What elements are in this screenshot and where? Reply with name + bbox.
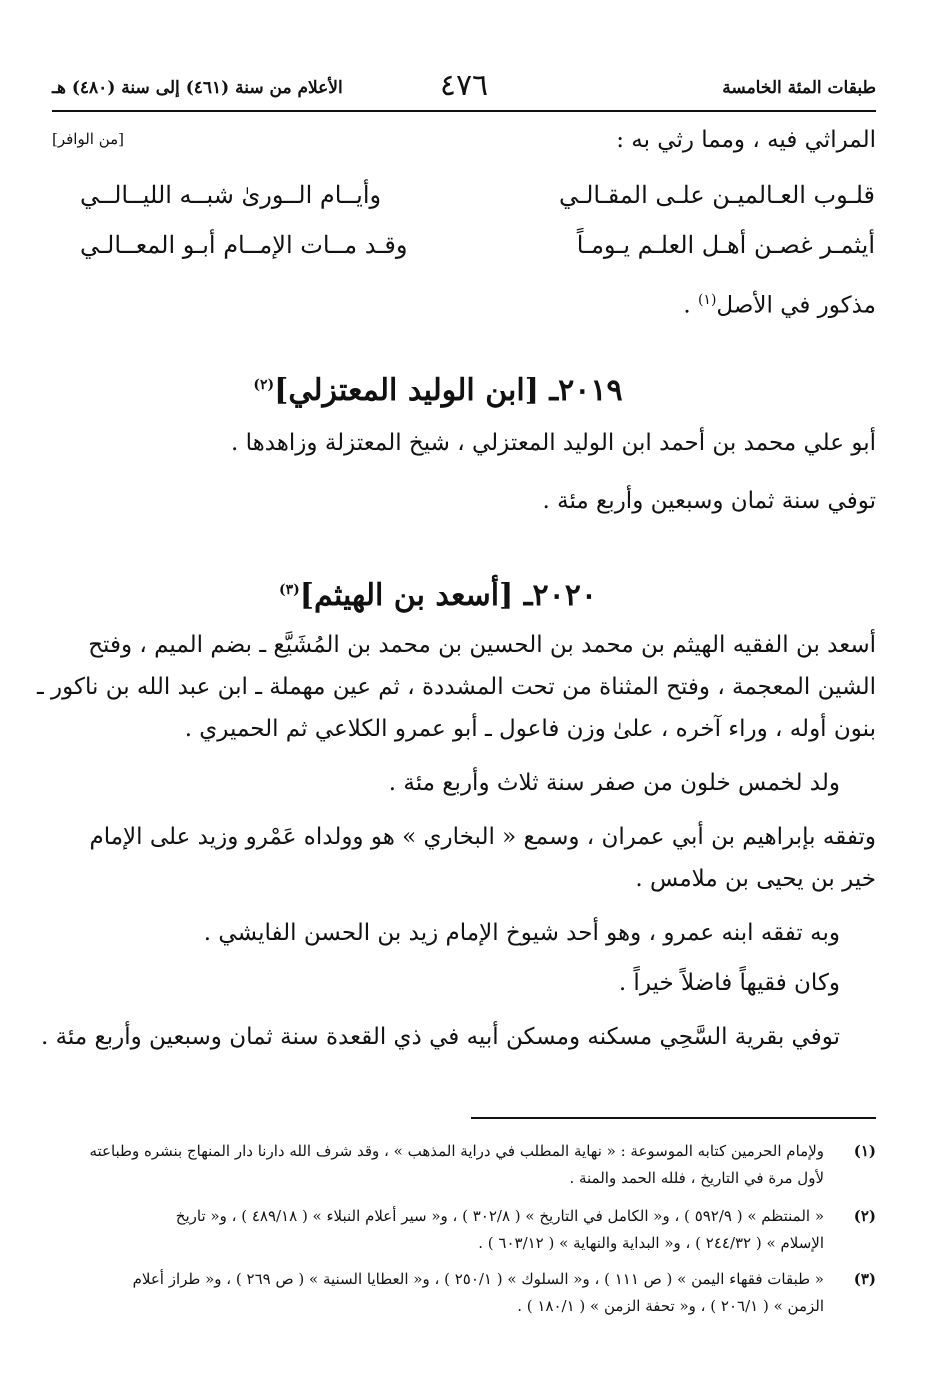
entry-2019-title: ٢٠١٩ـ [ابن الوليد المعتزلي]: [274, 373, 623, 408]
after-poem-end: .: [683, 292, 698, 319]
entry-2020-line: الشين المعجمة ، وفتح المثناة من تحت المشددة ، ثم عين مهملة ـ ابن عبد الله بن ناكور ـ: [37, 674, 876, 700]
footnote-text: [52, 1266, 824, 1320]
entry-2020-line: خير بن يحيى بن ملامس .: [635, 866, 876, 892]
footnote-ref-2: (٢): [253, 377, 275, 393]
entry-2020-line: وتفقه بإبراهيم بن أبي عمران ، وسمع « البخاري » هو وولداه عَمْرو وزيد على الإمام: [89, 824, 876, 850]
footnote-ref-3: (٣): [279, 582, 300, 598]
header-period-title: الأعلام من سنة (٤٦١) إلى سنة (٤٨٠) هـ: [52, 78, 343, 98]
header-section-title: طبقات المئة الخامسة: [722, 78, 876, 98]
entry-2020-line: ولد لخمس خلون من صفر سنة ثلاث وأربع مئة .: [388, 770, 840, 796]
entry-2020-title: ٢٠٢٠ـ [أسعد بن الهيثم]: [299, 578, 597, 613]
footnote-text: [52, 1138, 824, 1192]
footnote-number: (٢): [853, 1207, 876, 1225]
footnote-line: الإسلام » ( ٢٤٤/٣٢ ) ، و« البداية والنهاية » ( ٦٠٣/١٢ ) .: [478, 1234, 824, 1252]
footnote-line: الزمن » ( ٢٠٦/١ ) ، و« تحفة الزمن » ( ١٨٠/١ ) .: [517, 1297, 824, 1315]
entry-2020-line: بنون أوله ، وراء آخره ، علىٰ وزن فاعول ـ أبو عمرو الكلاعي ثم الحميري .: [184, 716, 876, 742]
footnote-line: « طبقات فقهاء اليمن » ( ص ١١١ ) ، و« السلوك » ( ٢٥٠/١ ) ، و« العطايا السنية » ( ص ٢٦٩ ) ، و« طراز أعلام: [132, 1270, 824, 1288]
entry-2019-paragraph: توفي سنة ثمان وسبعين وأربع مئة .: [542, 488, 876, 514]
entry-2020-line: وبه تفقه ابنه عمرو ، وهو أحد شيوخ الإمام زيد بن الحسن الفايشي .: [203, 920, 840, 946]
footnote-line: « المنتظم » ( ٥٩٢/٩ ) ، و« الكامل في التاريخ » ( ٣٠٢/٨ ) ، و« سير أعلام النبلاء » ( ٤٨٩/١٨ ) ، و« تاريخ: [175, 1207, 824, 1225]
after-poem-line: [52, 285, 876, 321]
entry-2020-line: وكان فقيهاً فاضلاً خيراً .: [618, 970, 840, 996]
page-number: ٤٧٦: [439, 68, 489, 103]
footnote-divider: [471, 1117, 876, 1119]
footnote-number: (٣): [853, 1270, 876, 1288]
after-poem-text: مذكور في الأصل: [716, 292, 876, 319]
footnote-number: (١): [853, 1142, 876, 1160]
verse-1-second-hemistich: وأيــام الــورىٰ شبــه الليــالــي: [80, 181, 382, 209]
entry-2020-line: توفي بقرية السَّحِي مسكنه ومسكن أبيه في ذي القعدة سنة ثمان وسبعين وأربع مئة .: [40, 1024, 840, 1050]
entry-2019-paragraph: أبو علي محمد بن أحمد ابن الوليد المعتزلي ، شيخ المعتزلة وزاهدها .: [230, 430, 876, 456]
running-header: [52, 70, 876, 106]
poem-meter: [من الوافر]: [52, 130, 125, 148]
entry-2020-heading: [0, 570, 876, 616]
footnote-text: [52, 1203, 824, 1257]
entry-2019-heading: [0, 365, 876, 411]
verse-2-first-hemistich: أيثمـر غصـن أهـل العلـم يـومـاً: [576, 231, 875, 259]
footnote-line: ولإمام الحرمين كتابه الموسوعة : « نهاية المطلب في دراية المذهب » ، وقد شرف الله دارنا دار المنهاج بنشره وطباعته: [89, 1142, 824, 1160]
footnote-line: لأول مرة في التاريخ ، فلله الحمد والمنة .: [569, 1169, 824, 1187]
footnote-ref-1: (١): [697, 292, 717, 308]
intro-line: المراثي فيه ، ومما رثي به :: [616, 127, 876, 153]
entry-2020-line: أسعد بن الفقيه الهيثم بن محمد بن الحسين بن محمد بن المُشَيَّع ـ بضم الميم ، وفتح: [88, 632, 876, 658]
header-divider: [52, 110, 876, 112]
verse-1-first-hemistich: قلـوب العـالميـن علـى المقـالـي: [559, 181, 875, 209]
verse-2-second-hemistich: وقـد مــات الإمــام أبـو المعــالـي: [80, 231, 408, 259]
